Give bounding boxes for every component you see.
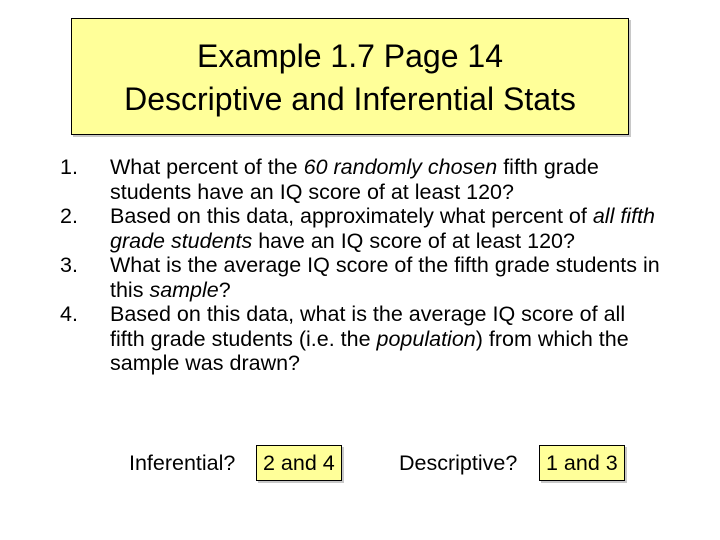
- question-text-segment: have an IQ score of at least 120?: [252, 228, 575, 253]
- question-text: [110, 302, 660, 376]
- question-text: [110, 253, 660, 302]
- descriptive-answer-box: 1 and 3: [539, 445, 625, 481]
- question-text-segment: Based on this data, approximately what percent of: [110, 204, 593, 228]
- question-text: [110, 155, 660, 204]
- question-emphasis: sample: [149, 277, 219, 302]
- question-emphasis: all fifth grade students: [110, 204, 655, 253]
- question-text-segment: ?: [218, 277, 231, 302]
- question-text-segment: ) from which the sample was drawn?: [110, 326, 629, 375]
- slide-title-line-2: Descriptive and Inferential Stats: [124, 81, 576, 117]
- question-item: [60, 204, 660, 253]
- question-item: [60, 302, 660, 376]
- question-text-segment: What is the average IQ score of the fifth grade students in this: [110, 253, 660, 302]
- question-emphasis: population: [376, 326, 476, 351]
- question-text-segment: fifth grade students have an IQ score of at least 120?: [110, 155, 599, 204]
- question-text-segment: Based on this data, what is the average IQ score of all fifth grade students (i.e. the: [110, 302, 626, 351]
- slide-title-line-1: Example 1.7 Page 14: [197, 38, 503, 74]
- descriptive-label: Descriptive?: [399, 451, 518, 475]
- question-number: 1.: [60, 155, 78, 179]
- inferential-label: Inferential?: [129, 451, 236, 475]
- question-text: [110, 204, 660, 253]
- question-number: 2.: [60, 204, 78, 228]
- answer-row: [0, 445, 720, 481]
- question-list: [60, 155, 660, 376]
- inferential-answer-box: 2 and 4: [256, 445, 342, 481]
- slide-title-box: [71, 18, 629, 135]
- question-item: [60, 253, 660, 302]
- question-emphasis: 60 randomly chosen: [303, 155, 498, 179]
- question-number: 3.: [60, 253, 78, 277]
- question-item: [60, 155, 660, 204]
- question-number: 4.: [60, 302, 78, 326]
- question-text-segment: What percent of the: [110, 155, 304, 179]
